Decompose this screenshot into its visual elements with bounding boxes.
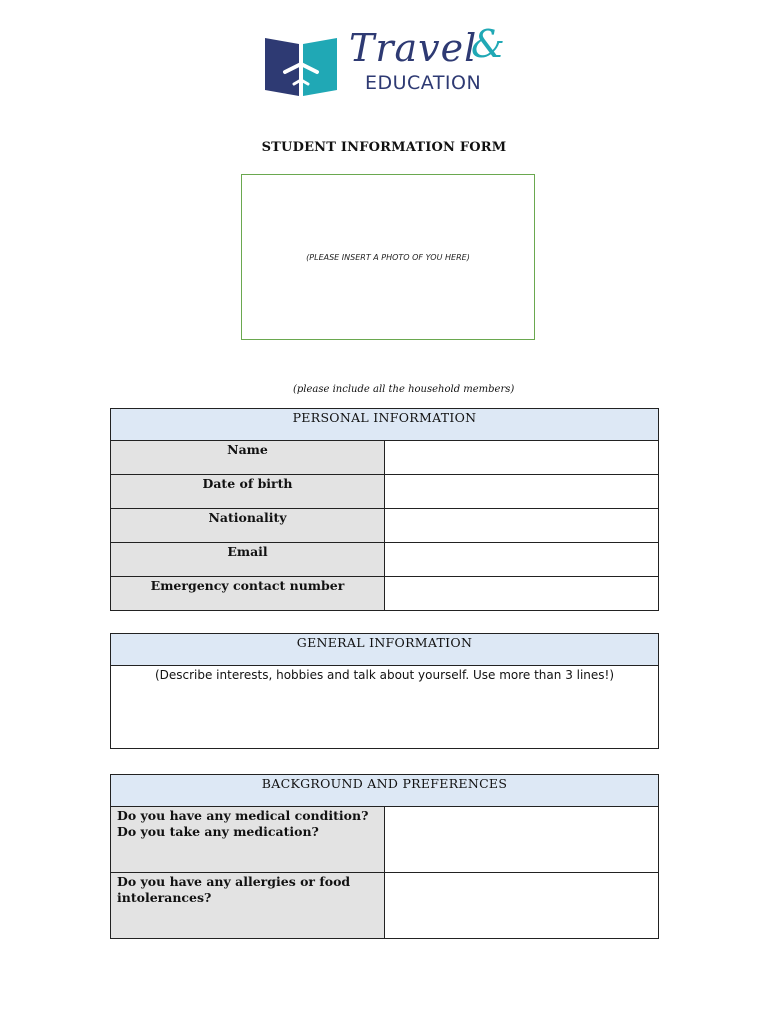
background-preferences-header: BACKGROUND AND PREFERENCES: [111, 775, 659, 807]
nationality-field[interactable]: [385, 509, 659, 543]
table-row: [111, 577, 659, 611]
allergies-field[interactable]: [385, 873, 659, 939]
date-of-birth-label: Date of birth: [111, 475, 385, 509]
email-label: Email: [111, 543, 385, 577]
logo-word-education: EDUCATION: [365, 72, 482, 94]
book-airplane-icon: [263, 34, 339, 96]
table-row: [111, 441, 659, 475]
table-row: [111, 543, 659, 577]
page-title: STUDENT INFORMATION FORM: [261, 140, 507, 155]
background-preferences-table: [110, 774, 659, 939]
nationality-label: Nationality: [111, 509, 385, 543]
personal-information-table: [110, 408, 659, 611]
general-information-table: [110, 633, 659, 749]
general-information-field[interactable]: (Describe interests, hobbies and talk about yourself. Use more than 3 lines!): [111, 666, 659, 749]
household-note: (please include all the household members): [293, 384, 515, 395]
email-field[interactable]: [385, 543, 659, 577]
table-row: [111, 807, 659, 873]
table-row: [111, 873, 659, 939]
allergies-label: Do you have any allergies or food intolerances?: [111, 873, 385, 939]
emergency-contact-label: Emergency contact number: [111, 577, 385, 611]
logo-word-travel: Travel: [349, 26, 478, 70]
date-of-birth-field[interactable]: [385, 475, 659, 509]
medical-condition-label: Do you have any medical condition? Do you take any medication?: [111, 807, 385, 873]
emergency-contact-field[interactable]: [385, 577, 659, 611]
name-label: Name: [111, 441, 385, 475]
name-field[interactable]: [385, 441, 659, 475]
logo-ampersand: &: [471, 22, 505, 66]
table-row: [111, 475, 659, 509]
travel-education-logo: [263, 22, 513, 98]
personal-information-header: PERSONAL INFORMATION: [111, 409, 659, 441]
table-row: [111, 509, 659, 543]
photo-upload-area[interactable]: [241, 174, 535, 340]
photo-placeholder-text: (PLEASE INSERT A PHOTO OF YOU HERE): [306, 252, 470, 262]
medical-condition-field[interactable]: [385, 807, 659, 873]
general-information-header: GENERAL INFORMATION: [111, 634, 659, 666]
